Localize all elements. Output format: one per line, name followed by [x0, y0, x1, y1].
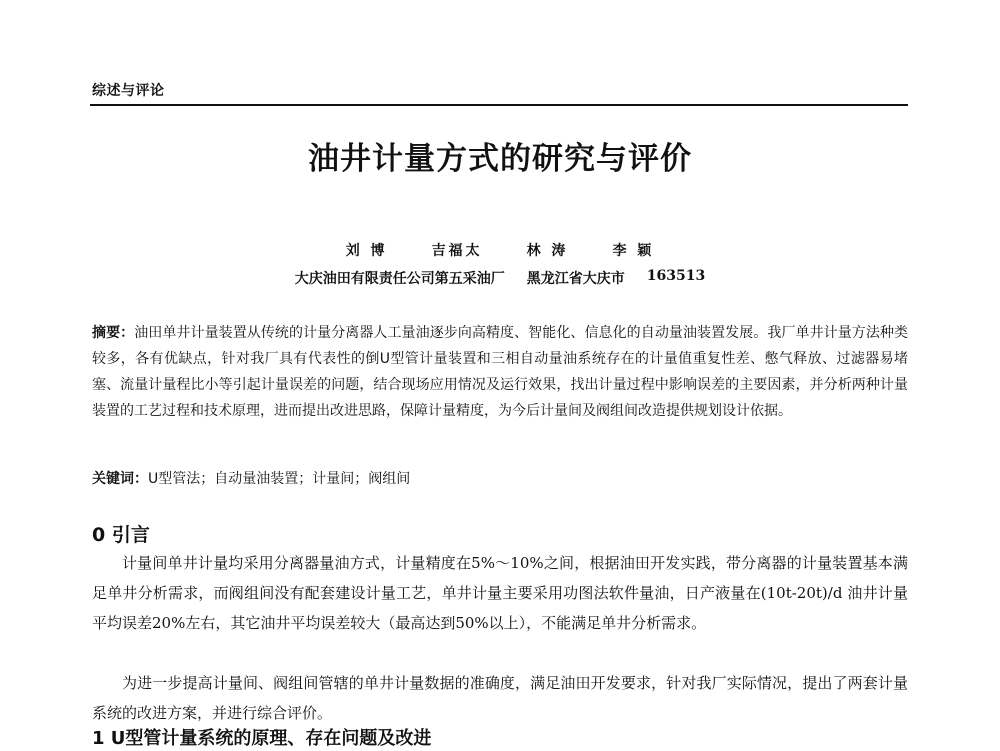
affiliation [0, 268, 1000, 288]
keywords-label: 关键词： [92, 471, 148, 487]
affiliation-org: 大庆油田有限责任公司第五采油厂 [294, 271, 505, 287]
section-heading-1: 1 U型管计量系统的原理、存在问题及改进 [92, 728, 432, 749]
author-list [0, 240, 1000, 260]
intro-paragraph-2: 为进一步提高计量间、阀组间管辖的单井计量数据的准确度，满足油田开发要求，针对我厂实际情况，提出了两套计量系统的改进方案，并进行综合评价。 [92, 674, 908, 722]
keywords [92, 466, 908, 492]
affiliation-postcode: 163513 [646, 268, 706, 284]
keywords-text: U型管法；自动量油装置；计量间；阀组间 [148, 471, 411, 487]
abstract-label: 摘要： [92, 325, 135, 341]
section-tag: 综述与评论 [92, 83, 165, 99]
header-rule [90, 104, 908, 106]
author-name: 吉福太 [431, 243, 483, 259]
abstract-text: 油田单井计量装置从传统的计量分离器人工量油逐步向高精度、智能化、信息化的自动量油装置发展。我厂单井计量方法种类较多，各有优缺点，针对我厂具有代表性的倒U型管计量装置和三相自动量油系统存在的计量值重复性差、憋气释放、过滤器易堵塞、流量计量程比小等引起计量误差的问题，结合现场应用情况及运行效果，找出计量过程中影响误差的主要因素，并分析两种计量装置的工艺过程和技术原理，进而提出改进思路，保障计量精度，为今后计量间及阀组间改造提供规划设计依据。 [92, 325, 909, 419]
author-name: 李 颖 [612, 243, 655, 259]
author-name: 林 涛 [526, 243, 569, 259]
intro-paragraph-1: 计量间单井计量均采用分离器量油方式，计量精度在5%～10%之间，根据油田开发实践，带分离器的计量装置基本满足单井分析需求，而阀组间没有配套建设计量工艺，单井计量主要采用功图法软件量油，日产液量在(10t-20t)/d 油井计量平均误差20%左右，其它油井平均误差较大（最高达到50%以上），不能满足单井分析需求。 [92, 554, 908, 632]
paper-title: 油井计量方式的研究与评价 [308, 141, 692, 177]
section-heading-intro: 0 引言 [92, 524, 150, 546]
author-name: 刘 博 [345, 243, 388, 259]
affiliation-region: 黑龙江省大庆市 [526, 271, 625, 287]
abstract [92, 320, 908, 424]
